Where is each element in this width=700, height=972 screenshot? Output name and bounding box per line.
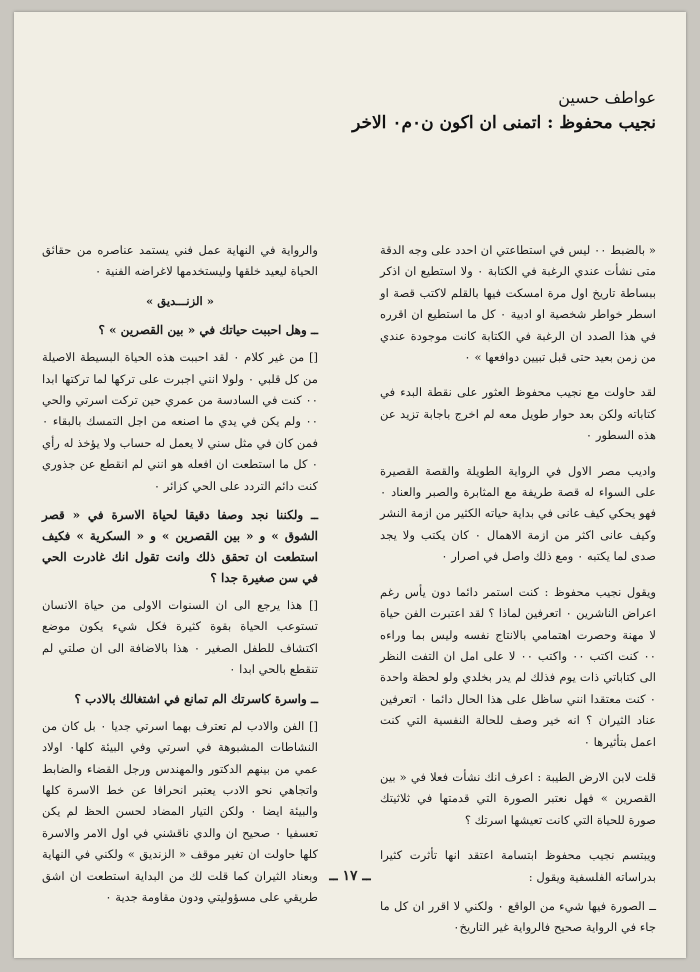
paragraph: قلت لابن الارض الطيبة : اعرف انك نشأت فعلا في « بين القصرين » فهل نعتبر الصورة التي قدمتها في ثلاثيتك صورة للحياة التي كانت تعيشها اسرتك ؟ <box>380 769 656 827</box>
paragraph: « بالضبط ٠٠ ليس في استطاعتي ان احدد على وجه الدقة متى نشأت عندي الرغبة في الكتابة ٠ ولا استطيع ان اذكر ببساطة تاريخ اول مرة امسكت فيها بالقلم لاكتب قصة او اسطر خواطر شخصية او ادبية ٠ كل ما استطيع ان اقرره في هذا الصدد ان الرغبة في الكتابة كانت موجودة عندي من زمن بعيد حتى قبل تبيين دوافعها » ٠ <box>380 243 657 365</box>
question: ــ وهل احببت حياتك في « بين القصرين » ؟ <box>98 323 318 338</box>
left-column <box>42 240 318 916</box>
article-header <box>116 88 656 133</box>
article-title: نجيب محفوظ : اتمنى ان اكون ن٠م٠ الاخر <box>352 113 656 133</box>
section-heading: « الزنـــديق » <box>145 293 215 308</box>
paragraph: لقد حاولت مع نجيب محفوظ العثور على نقطة البدء في كتاباته ولكن بعد حوار طويل معه لم اخرج باجابة تزيد عن هذه السطور ٠ <box>380 385 656 443</box>
question: ــ واسرة كاسرتك الم تمانع في اشتغالك بالادب ؟ <box>74 691 318 706</box>
right-column <box>380 240 656 953</box>
answer: [] الفن والادب لم تعترف بهما اسرتي جديا ٠ بل كان من النشاطات المشبوهة في اسرتي وفي البيئة كلها٠ اولاد عمي من بينهم الدكتور والمهندس ورجل القضاء والضابط واتجاهي نحو الادب يعتبر انحرافا عن خط الاسرة كلها والبيئة ايضا ٠ ولكن التيار المضاد لحسن الحظ لم يكن تعسفيا ٠ صحيح ان والدي ناقشني في اول الامر والاسرة كلها حاولت ان تغير موقف « الزنديق » ولكني في النهاية وبعناد الثيران كما قلت لك من البداية استطعت ان اشق طريقي على مسؤوليتي ودون مقاومة جدية ٠ <box>42 718 319 904</box>
answer: [] هذا يرجع الى ان السنوات الاولى من حياة الانسان تستوعب الحياة بقوة كثيرة فكل شيء يكون موضع اكتشاف للطفل الصغير ٠ هذا بالاضافة الى ان صلتي لم تنقطع بالحي ابدا ٠ <box>42 598 318 677</box>
answer: [] من غير كلام ٠ لقد احببت هذه الحياة البسيطة الاصيلة من كل قلبي ٠ ولولا انني اجبرت على تركها لما تركتها ابدا ٠٠ كنت في السادسة من عمري حين تركت اسرتي والحي ٠٠ ولم يكن في يدي ما اصنعه من اجل التمسك بالبقاء ٠ فمن كان في مثل سني لا يعمل له حساب ولا يؤخذ له رأي ٠ كل ما استطعت ان افعله هو انني لم انقطع عن جذوري كنت دائم التردد على الحي كزائر ٠ <box>42 350 318 493</box>
paragraph: والرواية في النهاية عمل فني يستمد عناصره من حقائق الحياة ليعيد خلقها وليستخدمها لاغراضه الفنية ٠ <box>42 243 318 279</box>
paragraph: واديب مصر الاول في الرواية الطويلة والقصة القصيرة على السواء له قصة طريفة مع المثابرة والصبر والعناد ٠ فهو يحكي كيف عانى في بداية حياته الكثير من ازمة النشر وكيف عانى اكثر من ازمة الاهمال ٠ كان يكتب ولا يجد صدى لما يكتبه ٠ ومع ذلك واصل في اصرار ٠ <box>380 463 656 564</box>
magazine-page <box>14 12 686 958</box>
paragraph: ويبتسم نجيب محفوظ ابتسامة اعتقد انها تأثرت كثيرا بدراساته الفلسفية ويقول : <box>380 848 656 884</box>
author-name: عواطف حسين <box>558 88 656 107</box>
paragraph: ويقول نجيب محفوظ : كنت استمر دائما دون يأس رغم اعراض الناشرين ٠ اتعرفين لماذا ؟ لقد اعتبرت الفن حياة لا مهنة وحصرت اهتمامي بالانتاج نفسه وليس بما وراءه ٠٠ كنت اكتب ٠٠ واكتب ٠٠ لا على امل ان التفت النظر الى كتاباتي ذات يوم فذلك لم يدر بخلدي ولو لحظة واحدة ٠ كنت معتقدا انني ساظل على هذا الحال دائما ٠ اتعرفين عناد الثيران ؟ انه خير وصف للحالة النفسية التي كنت اعمل بتأثيرها ٠ <box>380 584 656 749</box>
page-number: ــ ١٧ ــ <box>329 868 371 884</box>
question: ــ ولكننا نجد وصفا دقيقا لحياة الاسرة في « قصر الشوق » و « بين القصرين » و « السكرية » فكيف استطعت ان تحقق ذلك وانت تقول انك غادرت الحي في سن صغيرة جدا ؟ <box>42 508 318 586</box>
paragraph: ــ الصورة فيها شيء من الواقع ٠ ولكني لا اقرر ان كل ما جاء في الرواية صحيح فالرواية غير التاريخ٠ <box>380 898 656 935</box>
